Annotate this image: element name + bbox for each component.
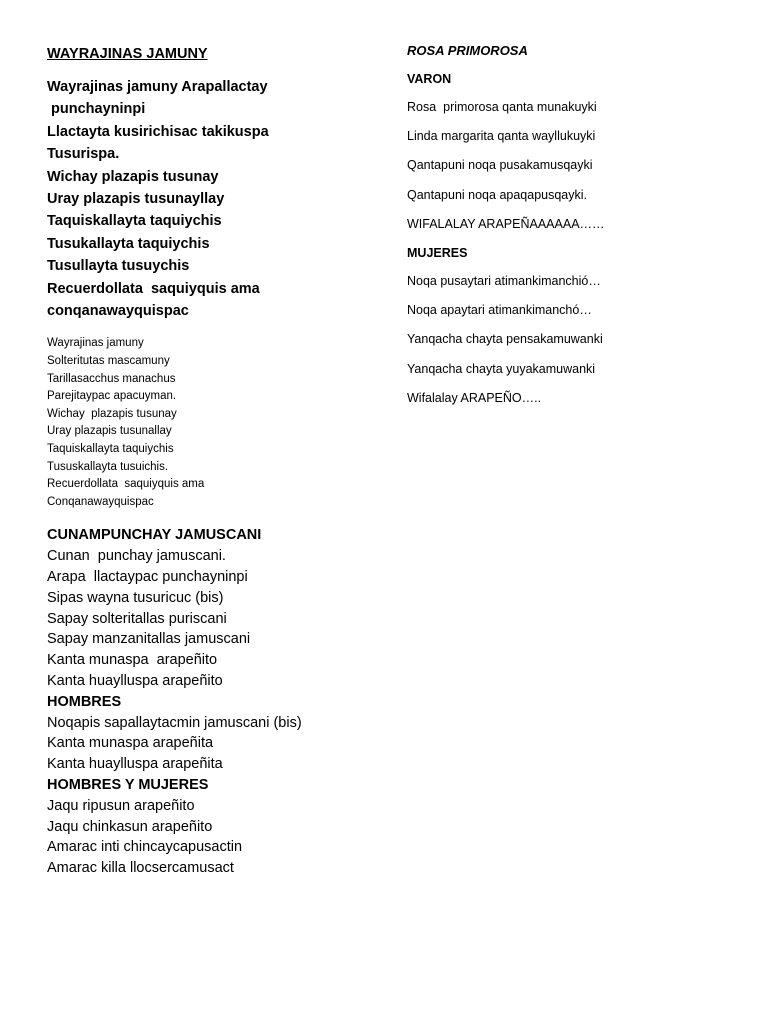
text-line: Tusukallayta taquiychis (47, 235, 210, 252)
text-line: Wayrajinas jamuny (47, 337, 144, 350)
text-line: WIFALALAY ARAPEÑAAAAAA…… (407, 216, 605, 231)
song-title-rosa-primorosa: ROSA PRIMOROSA (407, 43, 528, 58)
text-line: Yanqacha chayta pensakamuwanki (407, 332, 603, 347)
text-line: Wifalalay ARAPEÑO….. (407, 390, 542, 405)
text-line: Uray plazapis tusunallay (47, 425, 172, 438)
text-line: Qantapuni noqa pusakamusqayki (407, 158, 593, 173)
lyric-line: Amarac inti chincaycapusactin (47, 839, 243, 856)
lyric-line: Kanta munaspa arapeñita (47, 735, 214, 752)
lyric-line: Sapay solteritallas puriscani (47, 610, 227, 627)
lyric-line: Kanta huaylluspa arapeñito (47, 672, 223, 689)
text-line: Llactayta kusirichisac takikuspa (47, 123, 269, 140)
text-line: Noqa apaytari atimankimanchó… (407, 303, 592, 318)
text-line: Noqa pusaytari atimankimanchió… (407, 273, 601, 288)
section-heading: HOMBRES (47, 693, 122, 710)
text-line: conqanawayquispac (47, 303, 189, 320)
lyric-line: Kanta huaylluspa arapeñita (47, 756, 223, 773)
text-line: Rosa primorosa qanta munakuyki (407, 100, 597, 114)
verse-large (47, 76, 377, 322)
text-line: Tususkallayta tusuichis. (47, 460, 169, 473)
text-line: Taquiskallayta taquiychis (47, 443, 174, 456)
text-line: Parejitaypac apacuyman. (47, 390, 177, 403)
lyric-line: Jaqu ripusun arapeñito (47, 797, 195, 814)
text-line: Qantapuni noqa apaqapusqayki. (407, 187, 588, 202)
lyric-line: Jaqu chinkasun arapeñito (47, 818, 213, 835)
text-line: Conqanawayquispac (47, 495, 154, 508)
text-line: Tusullayta tusuychis (47, 258, 190, 275)
mujeres-lines (407, 272, 747, 407)
section-heading: HOMBRES Y MUJERES (47, 776, 209, 793)
lyric-line: Cunan punchay jamuscani. (47, 548, 226, 565)
left-column (47, 44, 377, 879)
text-line: Wichay plazapis tusunay (47, 407, 177, 420)
song-title-wayrajinas: WAYRAJINAS JAMUNY (47, 46, 208, 62)
song-cunampunchay (47, 525, 377, 879)
lyric-line: Arapa llactaypac punchayninpi (47, 569, 248, 585)
text-line: Tusurispa. (47, 146, 120, 163)
text-line: Linda margarita qanta wayllukuyki (407, 129, 596, 144)
text-line: punchayninpi (47, 101, 146, 118)
lyric-line: Noqapis sapallaytacmin jamuscani (bis) (47, 714, 302, 731)
text-line: Recuerdollata saquiyquis ama (47, 280, 260, 297)
text-line: Yanqacha chayta yuyakamuwanki (407, 361, 596, 376)
right-column (407, 42, 747, 418)
text-line: Tarillasacchus manachus (47, 372, 176, 385)
text-line: Recuerdollata saquiyquis ama (47, 478, 205, 491)
lyric-line: Amarac killa llocsercamusact (47, 860, 234, 877)
verse-small (47, 335, 377, 511)
text-line: Uray plazapis tusunayllay (47, 191, 225, 208)
section-heading-varon: VARON (407, 72, 452, 86)
lyric-line: Sipas wayna tusuricuc (bis) (47, 589, 224, 606)
text-line: Solteritutas mascamuny (47, 355, 170, 368)
lyric-line: Sapay manzanitallas jamuscani (47, 631, 251, 648)
text-line: Wayrajinas jamuny Arapallactay (47, 79, 268, 95)
lyric-line: Kanta munaspa arapeñito (47, 652, 218, 669)
varon-lines (407, 98, 747, 233)
text-line: Taquiskallayta taquiychis (47, 213, 222, 230)
text-line: Wichay plazapis tusunay (47, 168, 219, 185)
section-heading-mujeres: MUJERES (407, 245, 468, 260)
section-heading: CUNAMPUNCHAY JAMUSCANI (47, 527, 262, 544)
